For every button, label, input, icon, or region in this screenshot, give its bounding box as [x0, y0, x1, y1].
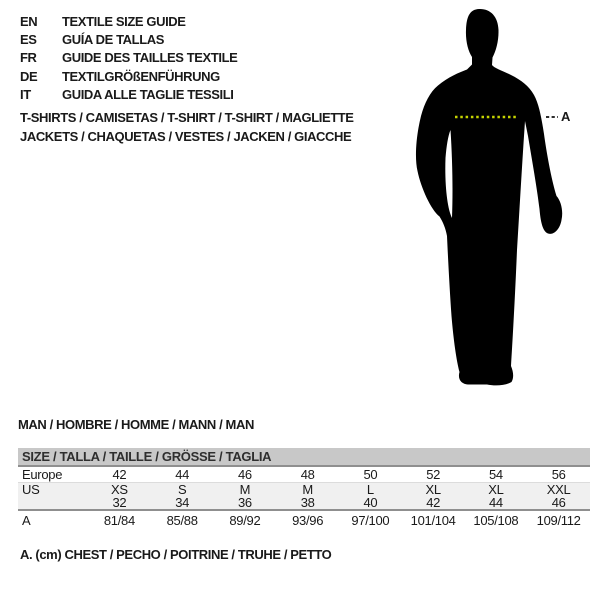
size-cell: 105/108 — [473, 512, 519, 528]
size-cell: 42 — [426, 495, 441, 510]
man-silhouette-svg — [405, 5, 570, 389]
size-cell: 42 — [112, 467, 127, 482]
lang-row-en — [20, 12, 237, 30]
size-table-header: SIZE / TALLA / TAILLE / GRÖSSE / TAGLIA — [18, 448, 590, 467]
lang-label: GUÍA DE TALLAS — [62, 32, 165, 48]
size-cell: 48 — [300, 467, 315, 482]
lang-row-fr — [20, 49, 237, 67]
lang-code: IT — [20, 87, 31, 103]
table-row-numeric — [18, 496, 590, 509]
size-cell: S — [177, 482, 187, 497]
row-label: US — [22, 482, 40, 497]
size-cell: 89/92 — [229, 512, 261, 528]
size-cell: XXL — [546, 482, 571, 497]
measure-label-a: A — [561, 109, 571, 124]
table-row-europe — [18, 467, 590, 483]
lang-code: ES — [20, 32, 37, 48]
language-guide-block — [20, 12, 237, 104]
size-cell: 32 — [112, 495, 127, 510]
section-title-man: MAN / HOMBRE / HOMME / MANN / MAN — [18, 417, 254, 432]
category-jackets: JACKETS / CHAQUETAS / VESTES / JACKEN / GIACCHE — [20, 128, 352, 144]
size-table — [18, 448, 590, 529]
lang-label: GUIDA ALLE TAGLIE TESSILI — [62, 87, 234, 103]
man-silhouette-figure — [405, 5, 570, 389]
size-cell: 44 — [488, 495, 503, 510]
striped-rows-band — [18, 483, 590, 511]
size-cell: XL — [488, 482, 504, 497]
size-cell: M — [239, 482, 251, 497]
size-cell: L — [366, 482, 374, 497]
lang-label: TEXTILGRÖßENFÜHRUNG — [62, 68, 220, 84]
lang-code: FR — [20, 50, 37, 66]
lang-label: TEXTILE SIZE GUIDE — [62, 13, 186, 29]
lang-row-es — [20, 30, 237, 48]
size-cell: 56 — [551, 467, 566, 482]
size-cell: 52 — [426, 467, 441, 482]
size-cell: 46 — [237, 467, 252, 482]
size-cell: 50 — [363, 467, 378, 482]
size-cell: 38 — [300, 495, 315, 510]
garment-categories — [20, 110, 354, 147]
table-row-chest-a — [18, 511, 590, 529]
size-cell: 34 — [175, 495, 190, 510]
lang-code: DE — [20, 68, 38, 84]
size-cell: 54 — [488, 467, 503, 482]
row-label: Europe — [22, 467, 63, 482]
size-cell: 81/84 — [103, 512, 135, 528]
footnote-chest-measure: A. (cm) CHEST / PECHO / POITRINE / TRUHE / PETTO — [20, 547, 332, 562]
size-cell: 109/112 — [536, 512, 581, 528]
category-tshirts: T-SHIRTS / CAMISETAS / T-SHIRT / T-SHIRT / MAGLIETTE — [20, 110, 354, 125]
size-cell: M — [302, 482, 313, 497]
row-label: A — [22, 512, 31, 528]
size-cell: 40 — [363, 495, 378, 510]
lang-label: GUIDE DES TAILLES TEXTILE — [62, 50, 238, 66]
size-cell: 46 — [551, 495, 566, 510]
size-cell: 97/100 — [351, 512, 390, 528]
size-cell: XL — [425, 482, 441, 497]
size-cell: 36 — [237, 495, 252, 510]
size-cell: 44 — [175, 467, 190, 482]
size-cell: 101/104 — [410, 512, 456, 528]
man-silhouette-path — [416, 9, 562, 385]
lang-row-it — [20, 86, 237, 104]
size-cell: 85/88 — [166, 512, 198, 528]
size-cell: 93/96 — [292, 512, 324, 528]
size-cell: XS — [111, 482, 128, 497]
lang-row-de — [20, 67, 237, 85]
lang-code: EN — [20, 13, 38, 29]
